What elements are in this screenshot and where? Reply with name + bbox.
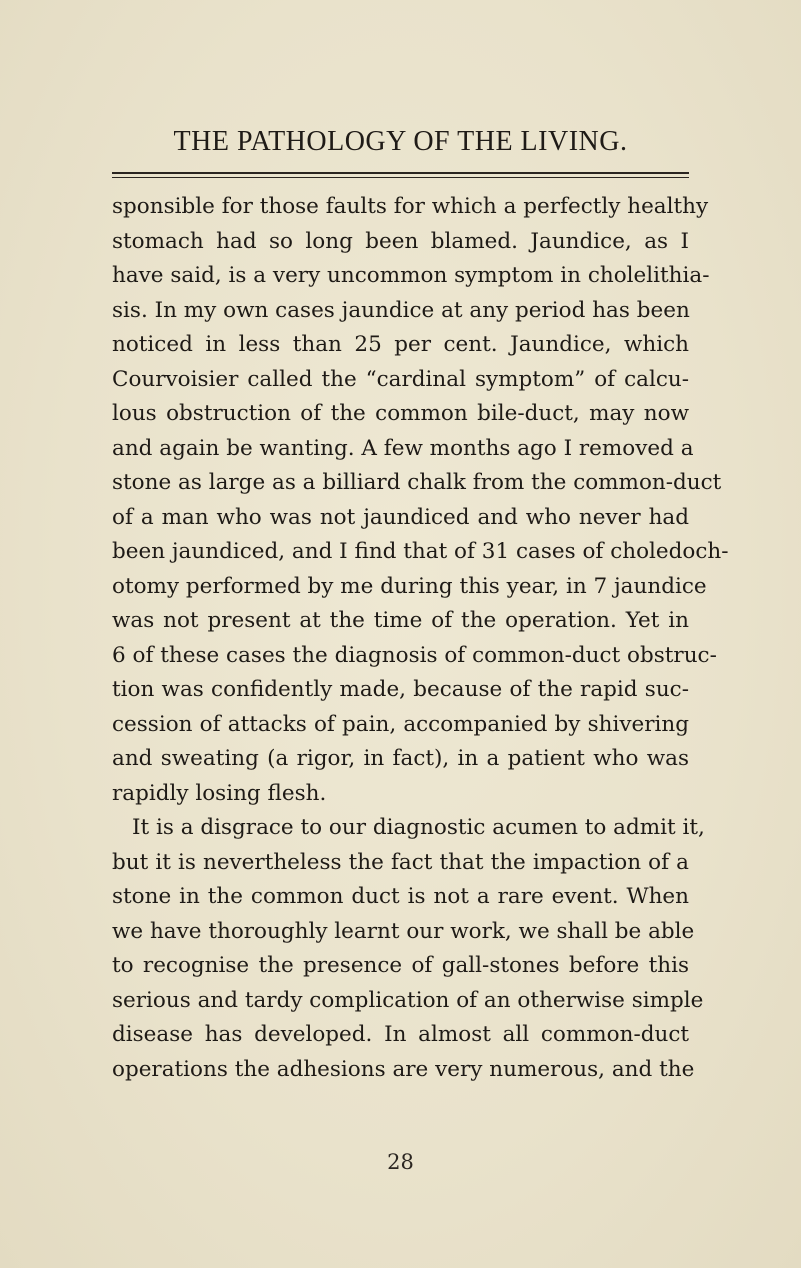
text-line: lous obstruction of the common bile-duct, may now xyxy=(112,401,689,426)
body-text xyxy=(112,190,729,1087)
text-line: noticed in less than 25 per cent. Jaundice, which xyxy=(112,332,689,357)
text-line: sponsible for those faults for which a perfectly healthy xyxy=(112,194,709,219)
text-line: have said, is a very uncommon symptom in cholelithia- xyxy=(112,263,710,288)
text-line: It is a disgrace to our diagnostic acumen to admit it, xyxy=(132,815,705,840)
header-rule-thin xyxy=(112,177,689,178)
text-line: sis. In my own cases jaundice at any period has been xyxy=(112,297,690,323)
text-line: operations the adhesions are very numerous, and the xyxy=(112,1056,695,1082)
running-header: THE PATHOLOGY OF THE LIVING. xyxy=(173,126,628,157)
text-line: otomy performed by me during this year, in 7 jaundice xyxy=(112,573,707,599)
text-line: stone as large as a billiard chalk from the common-duct xyxy=(112,470,722,495)
page-number: 28 xyxy=(387,1150,414,1174)
header-rule-thick xyxy=(112,172,689,174)
text-line: 6 of these cases the diagnosis of common-duct obstruc- xyxy=(112,642,717,668)
text-line: of a man who was not jaundiced and who never had xyxy=(112,504,689,530)
text-line: been jaundiced, and I find that of 31 cases of choledoch- xyxy=(112,539,729,564)
text-line: serious and tardy complication of an otherwise simple xyxy=(112,987,704,1013)
text-line: to recognise the presence of gall-stones before this xyxy=(112,953,689,978)
text-line: was not present at the time of the operation. Yet in xyxy=(112,608,689,633)
text-line: cession of attacks of pain, accompanied by shivering xyxy=(112,711,689,737)
text-line: tion was confidently made, because of the rapid suc- xyxy=(112,677,689,702)
text-line: Courvoisier called the “cardinal symptom” of calcu- xyxy=(112,366,689,392)
text-line: and sweating (a rigor, in fact), in a patient who was xyxy=(112,746,689,771)
text-line: disease has developed. In almost all common-duct xyxy=(112,1022,689,1047)
text-line: stone in the common duct is not a rare event. When xyxy=(112,884,689,909)
text-line: we have thoroughly learnt our work, we shall be able xyxy=(112,918,695,944)
text-line: but it is nevertheless the fact that the impaction of a xyxy=(112,849,689,875)
text-line: and again be wanting. A few months ago I removed a xyxy=(112,435,694,461)
text-line: rapidly losing flesh. xyxy=(112,780,327,806)
text-line: stomach had so long been blamed. Jaundice, as I xyxy=(112,228,689,254)
